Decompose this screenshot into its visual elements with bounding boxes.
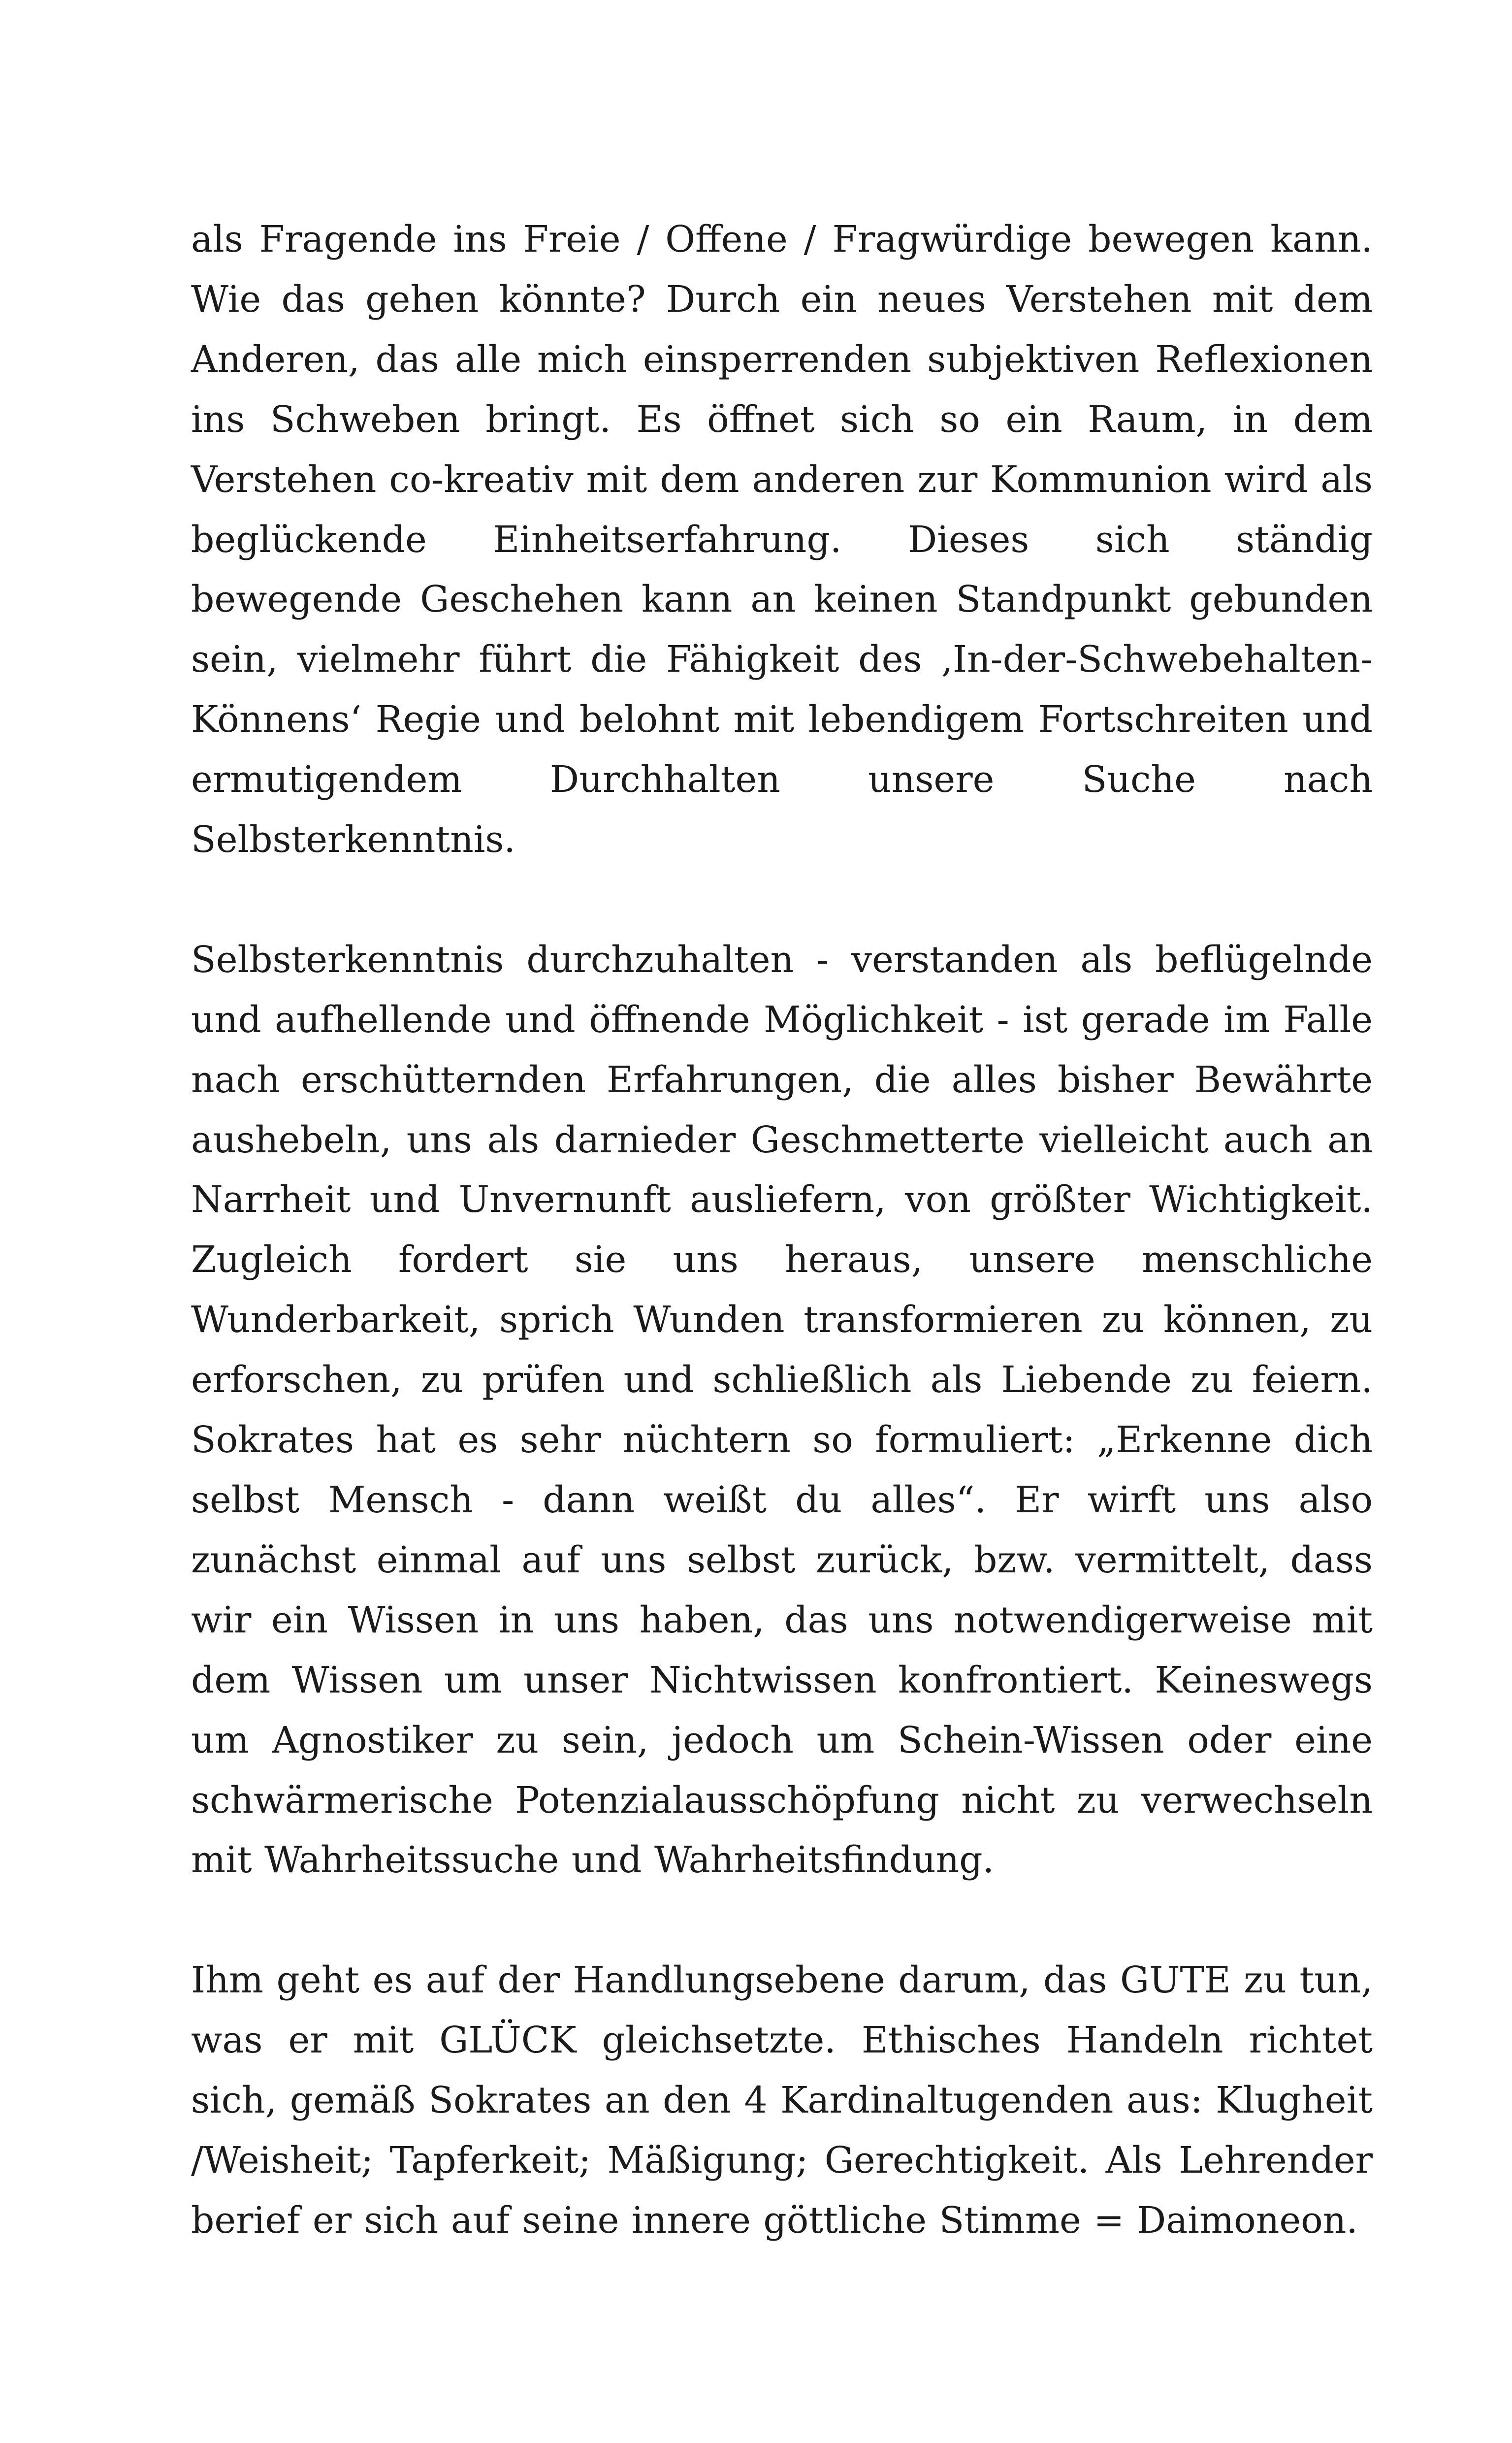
- document-page: [191, 210, 1373, 2251]
- paragraph-1: als Fragende ins Freie / Offene / Fragwürdige bewegen kann. Wie das gehen könnte? Durch ein neues Verstehen mit dem Anderen, das alle mich einsperrenden subjektiven Reflexionen ins Schweben bringt. Es öffnet sich so ein Raum, in dem Verstehen co-kreativ mit dem anderen zur Kommunion wird als beglückende Einheitserfahrung. Dieses sich ständig bewegende Geschehen kann an keinen Standpunkt gebunden sein, vielmehr führt die Fähigkeit des ‚In-der-Schwebehalten-Könnens‘ Regie und belohnt mit lebendigem Fortschreiten und ermutigendem Durchhalten unsere Suche nach Selbsterkenntnis.: [191, 218, 1373, 861]
- paragraph-2: Selbsterkenntnis durchzuhalten - verstanden als beflügelnde und aufhellende und öffnende Möglichkeit - ist gerade im Falle nach erschütternden Erfahrungen, die alles bisher Bewährte aushebeln, uns als darnieder Geschmetterte vielleicht auch an Narrheit und Unvernunft ausliefern, von größter Wichtigkeit. Zugleich fordert sie uns heraus, unsere menschliche Wunderbarkeit, sprich Wunden transformieren zu können, zu erforschen, zu prüfen und schließlich als Liebende zu feiern. Sokrates hat es sehr nüchtern so formuliert: „Erkenne dich selbst Mensch - dann weißt du alles“. Er wirft uns also zunächst einmal auf uns selbst zurück, bzw. vermittelt, dass wir ein Wissen in uns haben, das uns notwendigerweise mit dem Wissen um unser Nichtwissen konfrontiert. Keineswegs um Agnostiker zu sein, jedoch um Schein-Wissen oder eine schwärmerische Potenzialausschöpfung nicht zu verwechseln mit Wahrheitssuche und Wahrheitsfindung.: [191, 938, 1373, 1882]
- paragraph-spacer: [191, 1890, 1373, 1951]
- paragraph-spacer: [191, 870, 1373, 930]
- paragraph-3: Ihm geht es auf der Handlungsebene darum, das GUTE zu tun, was er mit GLÜCK gleichsetzte. Ethisches Handeln richtet sich, gemäß Sokrates an den 4 Kardinaltugenden aus: Klugheit /Weisheit; Tapferkeit; Mäßigung; Gerechtigkeit. Als Lehrender berief er sich auf seine innere göttliche Stimme = Daimoneon.: [191, 1959, 1373, 2242]
